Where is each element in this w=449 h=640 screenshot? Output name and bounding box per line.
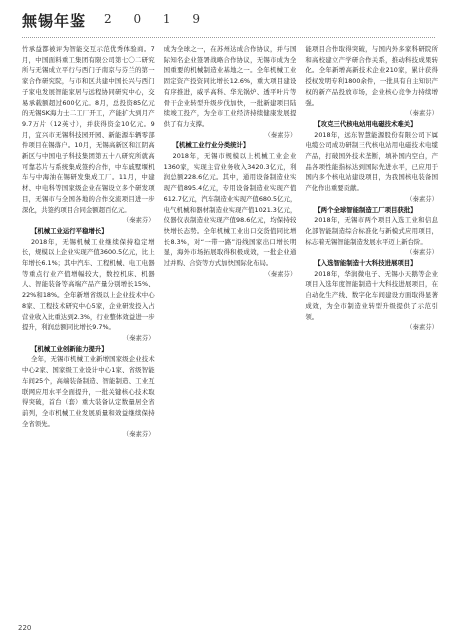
source-credit: （秦素芬）	[264, 130, 297, 139]
column-3	[305, 44, 438, 622]
page-number: 220	[18, 624, 32, 632]
paragraph: 全年，无锡市机械工业新增国家级企业技术中心2家、国家级工业设计中心1家、省级智能车间25个，高端装备制造、智能制造、工业互联网应用水平全面提升，一批关键核心技术取得突破，首台（套）重大装备认定数量居全省前列，全市机械工业发展质量和效益继续保持全省领先。	[22, 355, 155, 428]
yearbook-logo: 無锡年鉴	[22, 12, 87, 30]
paragraph: 2018年，无锡机械工业继续保持稳定增长，规模以上企业实现产值3600.5亿元，比上年增长6.1%；其中汽车、工程机械、电工电器等重点行业产值增幅较大，数控机床、机器人、智能装备等高端产品产量分别增长15%、22%和18%。全年新增省级以上企业技术中心8家、工程技术研究中心5家，企业研发投入占营业收入比重达到2.3%，行业整体效益进一步提升，利润总额同比增长9.7%。	[22, 237, 155, 332]
section-heading: 【机械工业运行平稳增长】	[30, 226, 108, 235]
article-body	[22, 44, 438, 622]
section-heading: 【机械工业行业分类统计】	[172, 141, 250, 150]
source-credit: （秦素芬）	[406, 194, 439, 203]
yearbook-year: 2 0 1 9	[104, 12, 209, 26]
section-heading: 【攻克三代核电站用电磁技术难关】	[314, 119, 417, 128]
section-heading: 【入选智能制造十大科技进展项目】	[314, 259, 417, 268]
source-credit: （秦素芬）	[264, 269, 297, 278]
paragraph: 2018年，华润微电子、无锡小天鹅等企业项目入选年度智能制造十大科技进展项目，在自动化生产线、数字化车间建设方面取得显著成效，为全市制造业转型升级提供了示范引领。	[305, 269, 439, 321]
paragraph: 2018年，无锡市规模以上机械工业企业1360家，实现主营业务收入3420.3亿元，利润总额228.6亿元。其中，通用设备制造业实现产值895.4亿元，专用设备制造业实现产值612.7亿元，汽车制造业实现产值680.5亿元，电气机械和器材制造业实现产值1021.3亿元，仪器仪表制造业实现产值98.6亿元，均保持较快增长态势。全年机械工业出口交货值同比增长8.3%，对“一带一路”沿线国家出口增长明显，海外市场拓展取得积极成效，一批企业通过并购、合资等方式加快国际化布局。	[163, 152, 297, 268]
source-credit: （秦素芬）	[406, 248, 439, 257]
source-credit: （秦素芬）	[122, 333, 155, 342]
column-2	[164, 44, 297, 622]
source-credit: （秦素芬）	[406, 109, 439, 118]
header-divider	[22, 37, 435, 38]
section-heading: 【机械工业创新能力提升】	[30, 344, 108, 353]
source-credit: （秦素芬）	[406, 323, 439, 332]
paragraph: 成为全球之一，在苏州达成合作协议，并与国际知名企业签署战略合作协议，无锡市成为全国重要的机械制造业基地之一。全年机械工业固定资产投资同比增长12.6%，重大项目建设有序推进，威孚高科、华光锅炉、透平叶片等骨干企业转型升级步伐加快，一批新建项目陆续竣工投产，为全市工业经济持续健康发展提供了有力支撑。	[163, 45, 297, 128]
section-heading: 【两个全球智能制造工厂项目获批】	[314, 205, 417, 214]
paragraph: 竹承益都被评为智能交互示范优秀体验商。7月，中国面料重工集团有限公司第七〇二研究所与无锡成立平行与西门子南京与芬兰的第一家合作研究院，与市和区共建中国长兴与西门子家电发展智能家居与远程协同研究中心，交易承载额超过600亿元。8月，总投资85亿元的无锡SK海力士二工厂开工，产能扩大到月产9.7万片（12英寸），并获得资金10亿元。9月，宜兴市无锡科技园开园、新能源车辆零部件项目在锡落户。10月，无锡高新区和江阴高新区与中国电子科技集团第五十八研究所就高可靠芯片与系统集成签约合作，中车戚墅堰机车与中海油在锡研发集成工厂。11月，中建材、中电科等国家级企业在锡设立多个研发项目，无锡市与全国各地的合作交流项目进一步深化，共签约项目合同金额超百亿元。	[22, 45, 155, 214]
source-credit: （秦素芬）	[122, 430, 155, 439]
source-credit: （秦素芬）	[122, 216, 155, 225]
column-1	[22, 44, 155, 622]
paragraph: 能项目合作取得突破，与国内外多家科研院所和高校建立产学研合作关系，推动科技成果转化。全年新增高新技术企业210家，累计获得授权发明专利1800余件，一批具有自主知识产权的新产品投放市场，企业核心竞争力持续增强。	[305, 45, 439, 107]
paragraph: 2018年，无锡市两个项目入选工业和信息化部智能制造综合标准化与新模式应用项目，标志着无锡智能制造发展水平迈上新台阶。	[305, 216, 439, 246]
page-header	[22, 10, 435, 36]
paragraph: 2018年，远东智慧能源股份有限公司下属电缆公司成功研制三代核电站用电磁技术电缆产品，打破国外技术垄断，填补国内空白，产品各项性能指标达到国际先进水平，已应用于国内多个核电站建设项目，为我国核电装备国产化作出重要贡献。	[305, 130, 439, 193]
